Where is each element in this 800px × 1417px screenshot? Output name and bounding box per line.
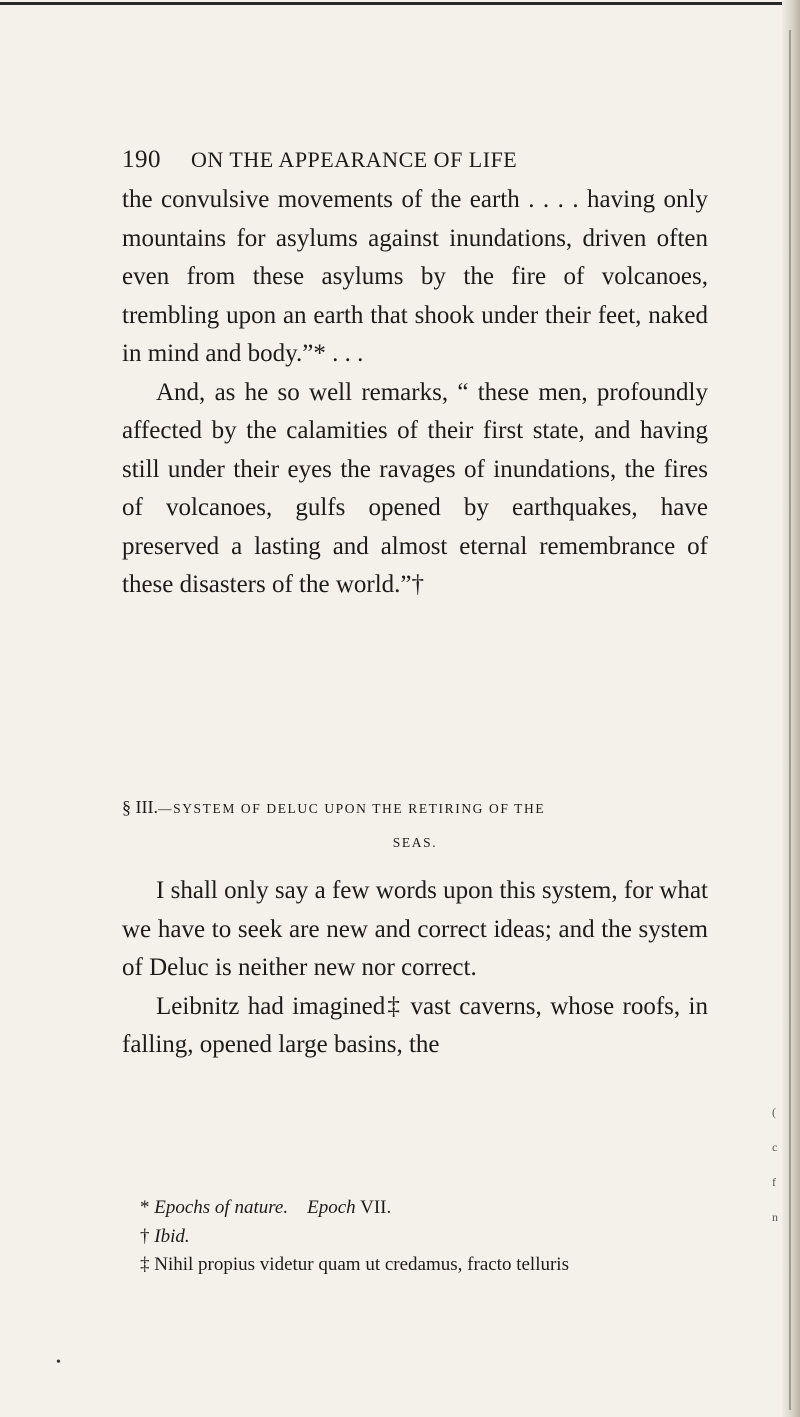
footnote-ref: Epoch: [307, 1197, 356, 1218]
footnote-1: [140, 1194, 720, 1223]
page-number: 190: [122, 146, 161, 173]
footnotes: [140, 1194, 720, 1280]
footnote-3: [140, 1251, 720, 1280]
facing-glyph: f: [772, 1175, 776, 1189]
footnote-title: Epochs of nature.: [154, 1197, 289, 1218]
paragraph: Leibnitz had imagined‡ vast caverns, whose roofs, in falling, opened large basins, the: [122, 992, 708, 1058]
stray-ink-mark: •: [56, 1355, 61, 1370]
footnote-mark: †: [140, 1225, 150, 1247]
footnote-mark: *: [140, 1197, 150, 1218]
footnote-text: Nihil propius videtur quam ut credamus, fracto telluris: [154, 1254, 569, 1275]
paragraph: And, as he so well remarks, “ these men, profoundly affected by the calamities of their first state, and having still under their eyes the ravages of inundations, the fires of volcanoes, gulfs opened by earthquakes, have preserved a lasting and almost eternal remembrance of these disasters of the world.”†: [122, 378, 708, 598]
facing-page-glyphs: [772, 1095, 778, 1235]
facing-glyph: c: [772, 1140, 778, 1154]
running-title: ON THE APPEARANCE OF LIFE: [191, 147, 518, 172]
facing-glyph: n: [772, 1210, 778, 1224]
footnote-mark: ‡: [140, 1254, 150, 1275]
top-rule: [0, 2, 800, 5]
section-heading: [122, 790, 708, 860]
footnote-num: VII.: [360, 1197, 392, 1218]
binding-line: [789, 30, 791, 1410]
body-text-top: [122, 181, 708, 605]
page-header: [122, 146, 517, 174]
facing-glyph: (: [772, 1105, 776, 1119]
section-symbol: § III.: [122, 797, 158, 817]
section-heading-line2: SEAS.: [392, 835, 438, 850]
section-title: —SYSTEM OF DELUC UPON THE RETIRING OF THE: [157, 801, 546, 816]
facing-page-edge: [782, 0, 800, 1417]
paragraph: I shall only say a few words upon this system, for what we have to seek are new and correct ideas; and the system of Deluc is neither new nor correct.: [122, 877, 708, 981]
footnote-2: [140, 1223, 720, 1252]
paragraph: the convulsive movements of the earth . . . . having only mountains for asylums against inundations, driven often even from these asylums by the fire of volcanoes, trembling upon an earth that shook under their feet, naked in mind and body.”* . . .: [122, 186, 708, 367]
section-heading-line1: [122, 790, 708, 826]
body-text-bottom: [122, 872, 708, 1065]
footnote-text: Ibid.: [154, 1225, 190, 1247]
